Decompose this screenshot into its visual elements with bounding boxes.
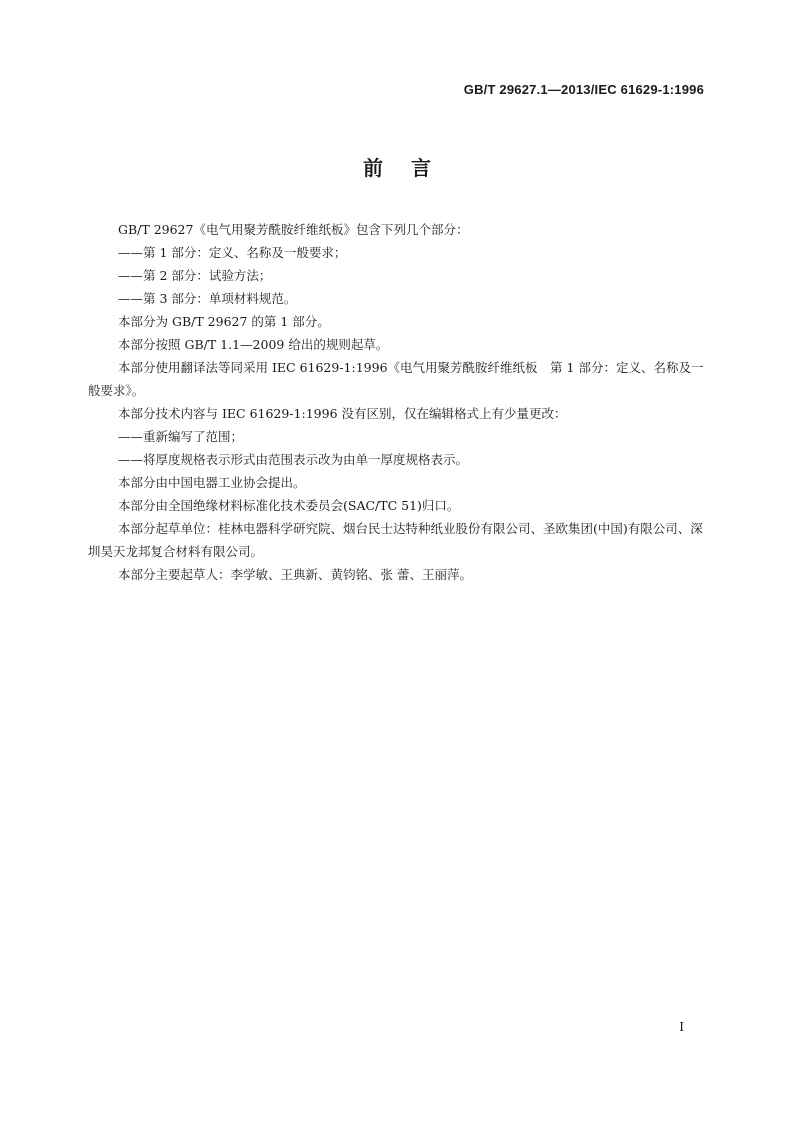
list-item-part-3: ——第 3 部分：单项材料规范。 [118,291,297,306]
paragraph-part-scope: 本部分为 GB/T 29627 的第 1 部分。 [118,314,330,329]
list-item-change-1: ——重新编写了范围； [118,429,244,444]
page-title: 前言 [363,156,459,180]
list-item-part-2: ——第 2 部分：试验方法； [118,268,272,283]
paragraph-drafting-units: 本部分起草单位：桂林电器科学研究院、烟台民士达特种纸业股份有限公司、圣欧集团(中国)有限公司、深圳昊天龙邦复合材料有限公司。 [88,521,703,559]
list-item-part-1: ——第 1 部分：定义、名称及一般要求； [118,245,347,260]
document-header: GB/T 29627.1—2013/IEC 61629-1:1996 [463,82,704,97]
paragraph-adoption: 本部分使用翻译法等同采用 IEC 61629-1:1996《电气用聚芳酰胺纤维纸板 第 1 部分：定义、名称及一般要求》。 [88,360,704,398]
list-item-change-2: ——将厚度规格表示形式由范围表示改为由单一厚度规格表示。 [118,452,469,467]
page-number: I [679,1020,684,1034]
paragraph-drafters: 本部分主要起草人：李学敏、王典新、黄钧铭、张 蕾、王丽萍。 [118,567,472,582]
paragraph-1: GB/T 29627《电气用聚芳酰胺纤维纸板》包含下列几个部分： [118,222,469,237]
paragraph-proposed-by: 本部分由中国电器工业协会提出。 [118,475,306,490]
paragraph-differences: 本部分技术内容与 IEC 61629-1:1996 没有区别，仅在编辑格式上有少量更改： [118,406,567,421]
preface-content [88,218,708,586]
paragraph-drafting-rules: 本部分按照 GB/T 1.1—2009 给出的规则起草。 [118,337,389,352]
paragraph-managed-by: 本部分由全国绝缘材料标准化技术委员会(SAC/TC 51)归口。 [118,498,460,513]
